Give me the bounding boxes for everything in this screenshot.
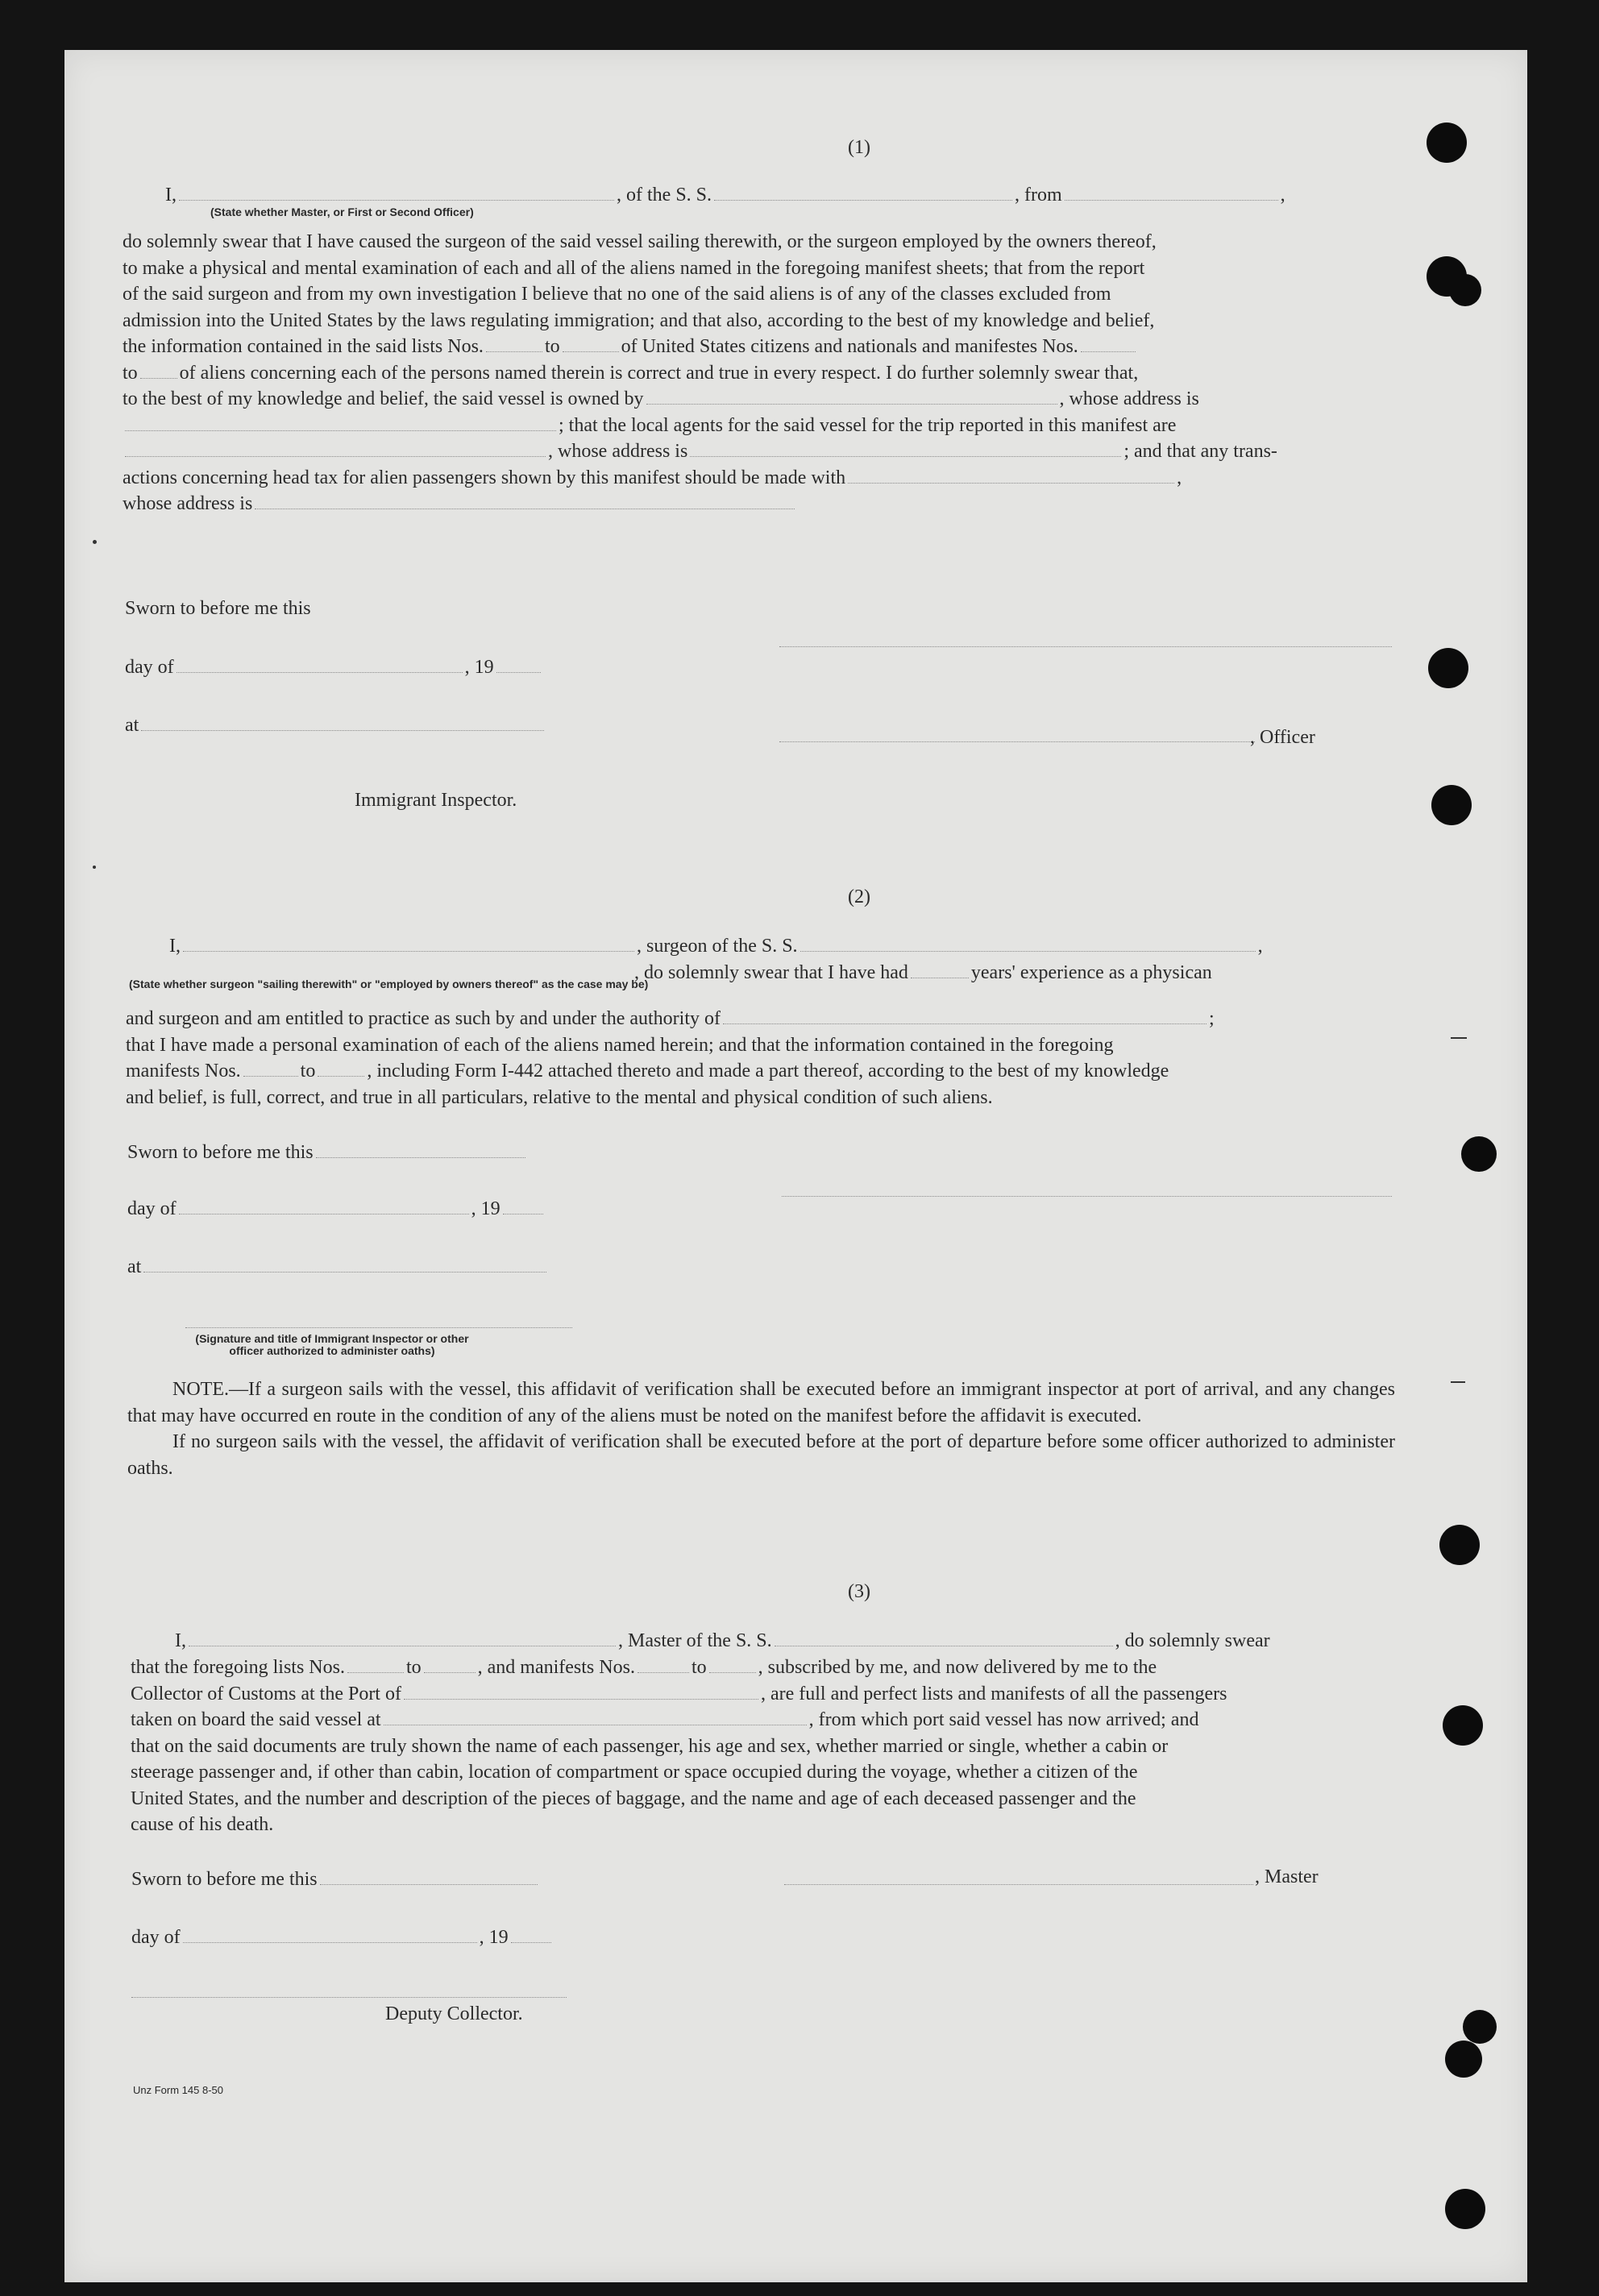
form-content: [64, 50, 1527, 2282]
year-field[interactable]: [503, 1196, 543, 1214]
note-text: NOTE.—If a surgeon sails with the vessel, this affidavit of verification shall be executed before an immigrant inspector at port of arrival, and any changes that may have occurred en route in the condition of any of the aliens must be noted on the manifest before the affidavit is executed. If no surgeon sails with the vessel, the affidavit of verification shall be executed before at the port of departure before some officer authorized to administer oaths.: [127, 1379, 1395, 1479]
agents-address-field[interactable]: [690, 438, 1121, 457]
sworn-line: Sworn to before me this: [131, 1866, 540, 1891]
port-field[interactable]: [404, 1681, 758, 1700]
manifest-to-field[interactable]: [709, 1655, 756, 1673]
place-field[interactable]: [143, 1254, 546, 1273]
signature-hint: (Signature and title of Immigrant Inspector or other officer authorized to administer oaths): [195, 1332, 469, 1357]
year-field[interactable]: [496, 654, 541, 673]
owner-field[interactable]: [646, 386, 1057, 405]
agents-field[interactable]: [125, 438, 546, 457]
manifest-from-field[interactable]: [638, 1655, 689, 1673]
day-of-line: day of , 19: [131, 1924, 554, 1949]
name-field[interactable]: [179, 182, 614, 201]
vessel-name-field[interactable]: [714, 182, 1012, 201]
head-tax-address-field[interactable]: [255, 491, 795, 509]
form-number: Unz Form 145 8-50: [133, 2084, 223, 2096]
list-from-field[interactable]: [347, 1655, 404, 1673]
year-field[interactable]: [511, 1924, 551, 1943]
owner-address-field[interactable]: [125, 413, 556, 431]
signature-line[interactable]: [131, 1997, 567, 1998]
sworn-date-field[interactable]: [316, 1140, 525, 1158]
list-to-field[interactable]: [424, 1655, 476, 1673]
master-label: , Master: [1255, 1866, 1319, 1887]
day-field[interactable]: [177, 654, 463, 673]
manifest-from-field[interactable]: [243, 1058, 298, 1077]
section-number: (1): [848, 137, 870, 158]
surgeon-hint: (State whether surgeon "sailing therewith" or "employed by owners thereof" as the case may be): [129, 978, 649, 990]
sworn-line: Sworn to before me this: [127, 1140, 528, 1164]
list-from-field[interactable]: [486, 334, 542, 352]
day-of-line: day of , 19: [125, 654, 543, 679]
manifest-to-field[interactable]: [140, 360, 177, 379]
section1-line1: I, , of the S. S. , from ,: [165, 182, 1285, 206]
section1-oath-text: do solemnly swear that I have caused the surgeon of the said vessel sailing therewith, or the surgeon employed by the owners thereof, to make a physical and mental examination of each and all of the aliens named in the foregoing manifest sheets; that from the report of the said surgeon and from my own investigation I believe that no one of the said aliens is of any of the classes excluded from admission into the United States by the laws regulating immigration; and that also, according to the best of my knowledge and belief, the information contained in the said lists Nos. to of United States citizens and nationals and manifestes Nos. to of aliens concerning each of the persons named therein is correct and true in every respect. I do further solemnly swear that, to the best of my knowledge and belief, the said vessel is owned by , whose address is ; that the local agents for the said vessel for the trip reported in this manifest are , whose address is ; and that any trans- actions concerning head tax for alien passengers shown by this manifest should be made with , whose address is: [123, 231, 1277, 514]
master-name-field[interactable]: [189, 1628, 616, 1646]
officer-signature-line[interactable]: [779, 741, 1255, 742]
list-to-field[interactable]: [563, 334, 619, 352]
at-line: at: [127, 1254, 549, 1278]
vessel-name-field[interactable]: [775, 1628, 1113, 1646]
signature-line[interactable]: [782, 1196, 1392, 1197]
document-page: [64, 50, 1527, 2282]
deputy-collector-label: Deputy Collector.: [385, 2003, 523, 2024]
manifest-to-field[interactable]: [318, 1058, 364, 1077]
section2-line1: I, , surgeon of the S. S. ,: [169, 933, 1263, 957]
section2-line2: , do solemnly swear that I have had years' experience as a physican: [634, 960, 1212, 984]
surgeon-name-field[interactable]: [183, 933, 634, 952]
head-tax-contact-field[interactable]: [848, 465, 1174, 484]
sworn-line: Sworn to before me this: [125, 598, 311, 619]
at-line: at: [125, 712, 546, 737]
from-port-field[interactable]: [1065, 182, 1278, 201]
officer-hint: (State whether Master, or First or Second Officer): [210, 206, 474, 218]
day-of-line: day of , 19: [127, 1196, 546, 1220]
immigrant-inspector-label: Immigrant Inspector.: [355, 790, 517, 811]
section-number: (2): [848, 886, 870, 907]
place-field[interactable]: [141, 712, 544, 731]
section3-line1: I, , Master of the S. S. , do solemnly swear: [175, 1628, 1270, 1652]
vessel-name-field[interactable]: [800, 933, 1256, 952]
sworn-date-field[interactable]: [320, 1866, 538, 1885]
section3-oath-text: that the foregoing lists Nos. to , and manifests Nos. to , subscribed by me, and now delivered by me to the Collector of Customs at the Port of , are full and perfect lists and manifests of all the passengers taken on board the said vessel at , from which port said vessel has now arrived; and that on the said documents are truly shown the name of each passenger, his age and sex, whether married or single, whether a cabin or steerage passenger and, if other than cabin, location of compartment or space occupied during the voyage, whether a citizen of the United States, and the number and description of the pieces of baggage, and the name and age of each deceased passenger and the cause of his death.: [131, 1655, 1398, 1838]
years-field[interactable]: [911, 960, 969, 978]
master-signature-line[interactable]: [784, 1884, 1253, 1885]
signature-line[interactable]: [185, 1327, 572, 1328]
section-number: (3): [848, 1581, 870, 1602]
departure-port-field[interactable]: [384, 1707, 807, 1725]
section2-oath-text: and surgeon and am entitled to practice as such by and under the authority of ; that I have made a personal examination of each of the aliens named herein; and that the information contained in the foregoing manifests Nos. to , including Form I-442 attached thereto and made a part thereof, according to the best of my knowledge and belief, is full, correct, and true in all particulars, relative to the mental and physical condition of such aliens.: [126, 1006, 1393, 1111]
officer-label: , Officer: [1250, 727, 1315, 748]
day-field[interactable]: [179, 1196, 469, 1214]
manifest-from-field[interactable]: [1081, 334, 1136, 352]
authority-field[interactable]: [723, 1006, 1207, 1024]
signature-line[interactable]: [779, 646, 1392, 647]
day-field[interactable]: [183, 1924, 477, 1943]
